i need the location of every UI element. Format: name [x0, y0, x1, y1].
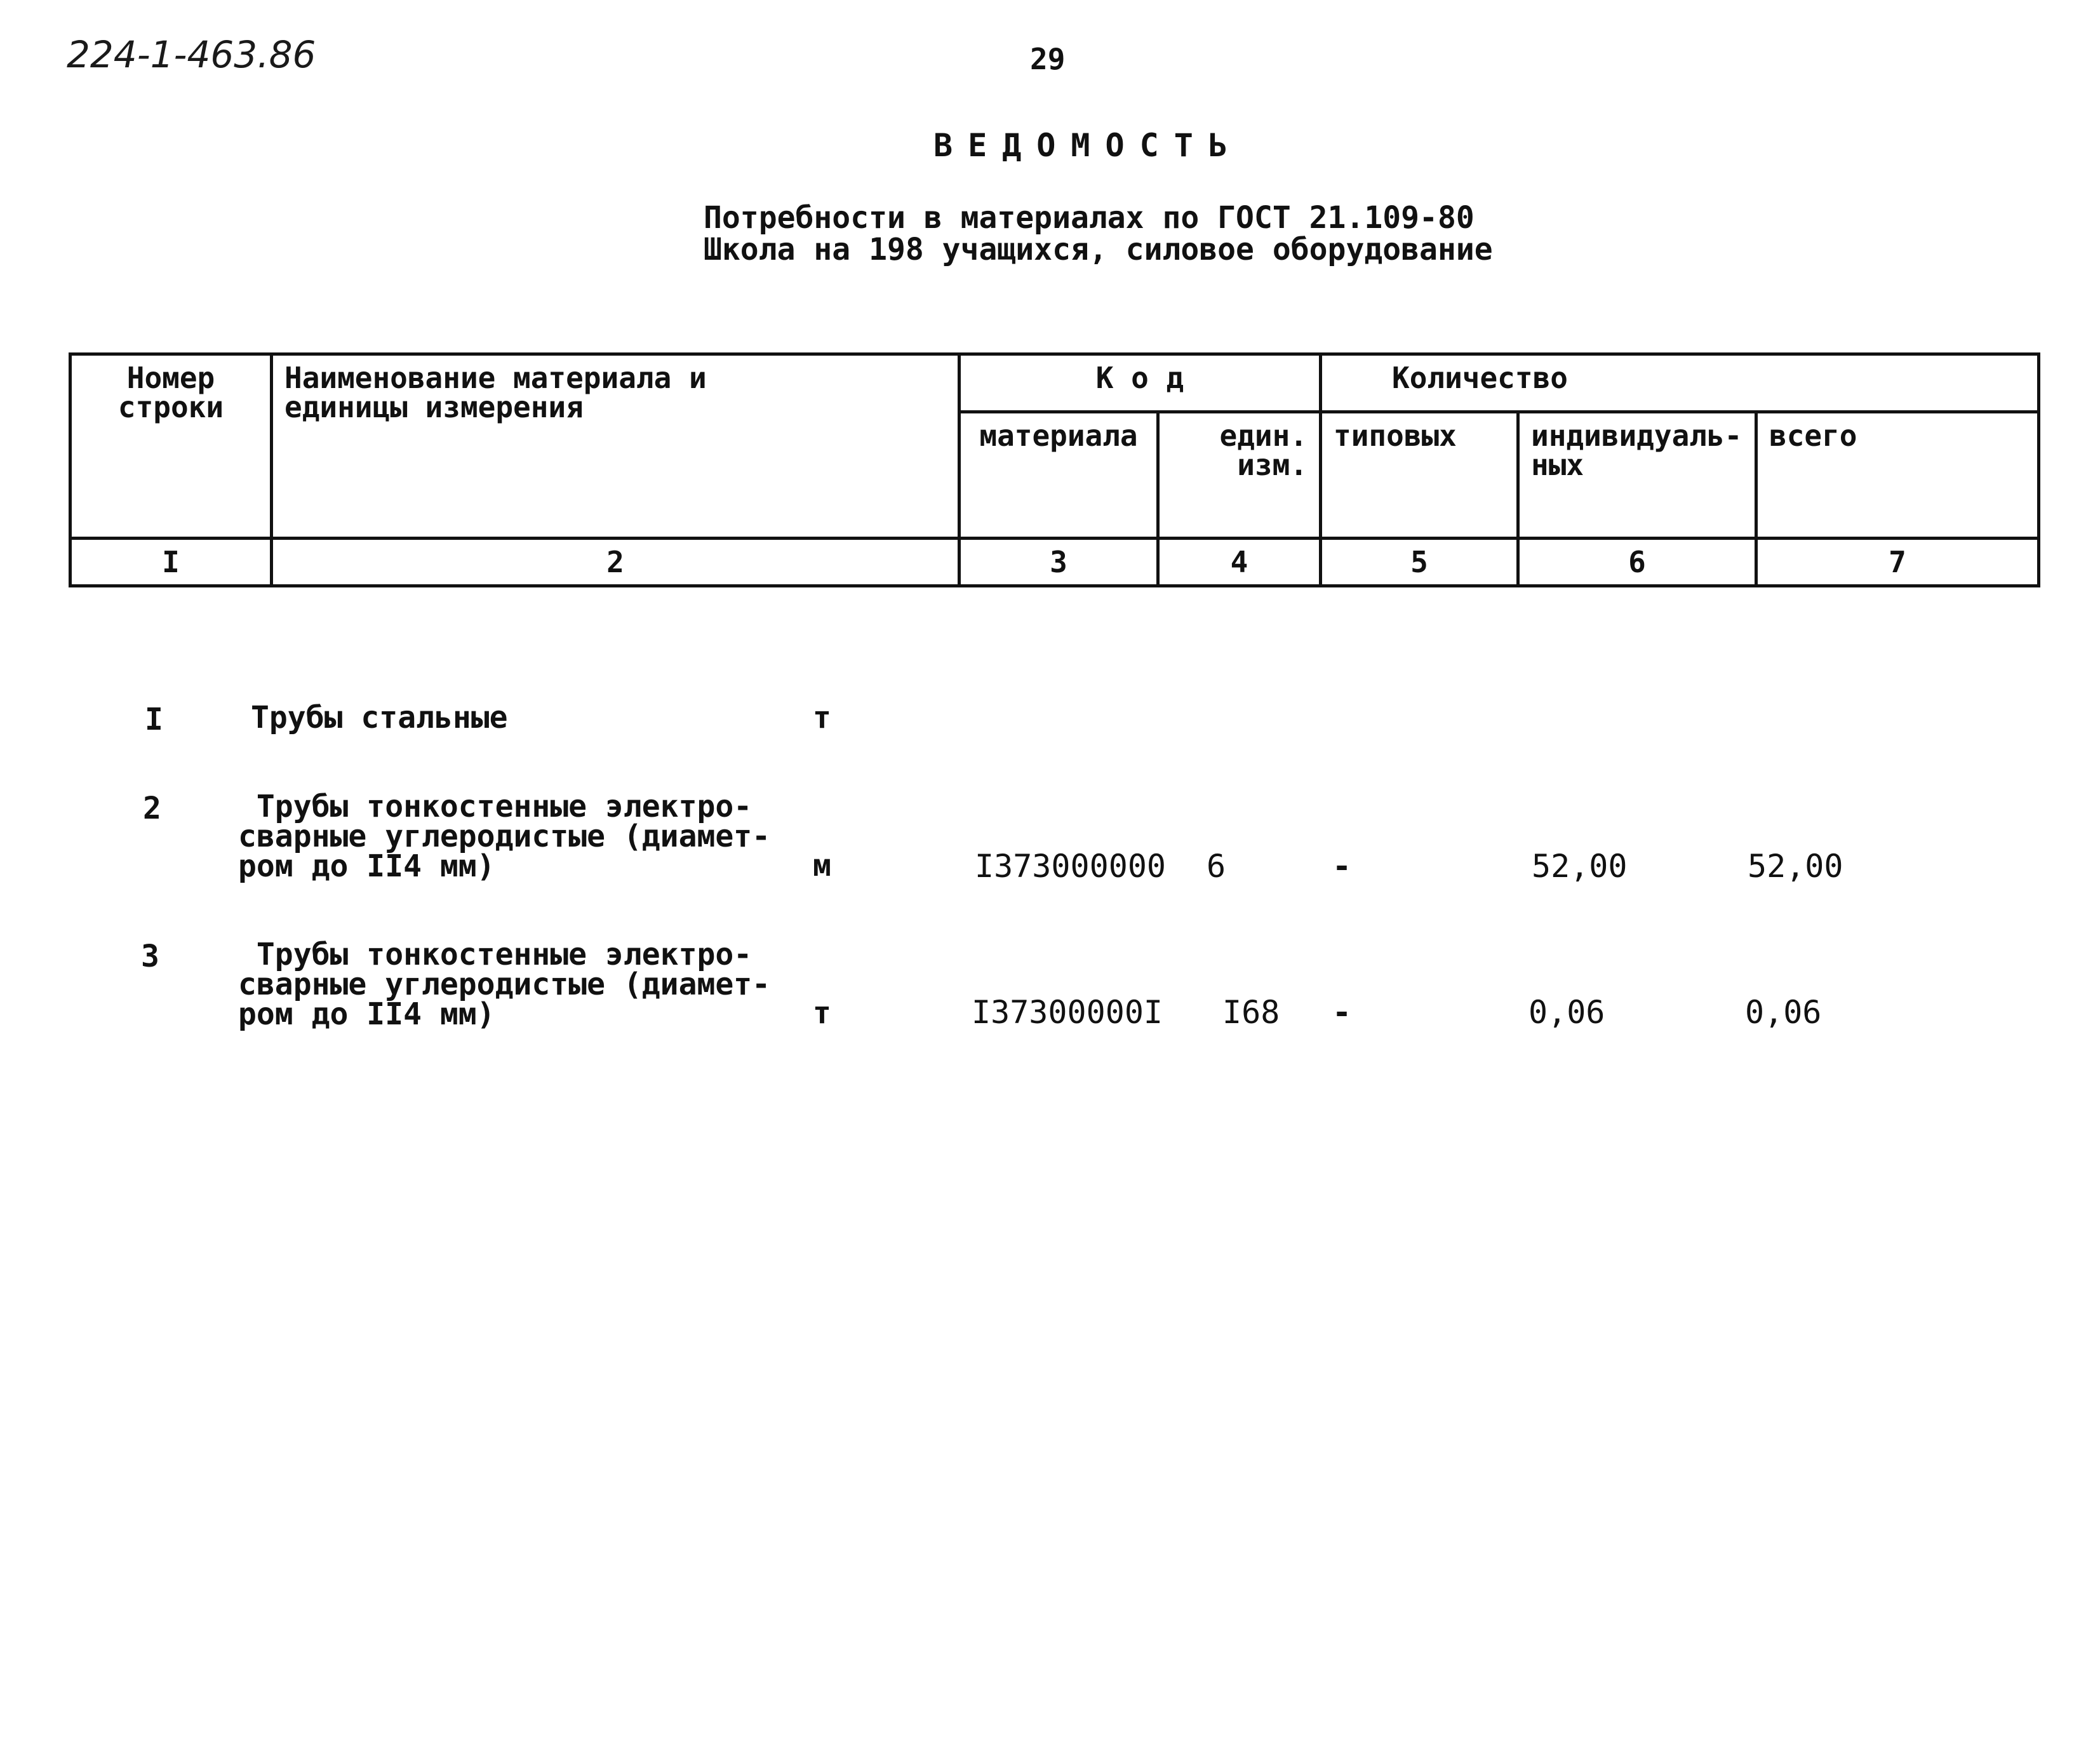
document-title: ВЕДОМОСТЬ [933, 127, 1243, 164]
col-header-typical: типовых [1321, 412, 1518, 539]
col-number-3: 3 [960, 539, 1158, 586]
header-table [69, 352, 2040, 587]
row-number: 2 [143, 791, 161, 826]
row-individual: 0,06 [1528, 994, 1605, 1031]
row-total: 0,06 [1745, 994, 1822, 1031]
row-individual: 52,00 [1532, 848, 1628, 885]
row-unit: т [813, 700, 831, 735]
col-header-material-name: Наименование материала и единицы измерения [272, 354, 960, 539]
col-header-material-code: материала [960, 412, 1158, 539]
subtitle-line-1: Потребности в материалах по ГОСТ 21.109-80 [704, 200, 1475, 236]
page-number: 29 [1030, 42, 1066, 76]
col-number-2: 2 [272, 539, 960, 586]
col-number-1: I [70, 539, 272, 586]
row-material-name: Трубы тонкостенные электро- сварные углеродистые (диамет- ром до II4 мм) [238, 789, 771, 884]
col-header-quantity: Количество [1321, 354, 2039, 412]
col-number-6: 6 [1518, 539, 1756, 586]
row-typical: - [1332, 994, 1352, 1031]
row-total: 52,00 [1748, 848, 1843, 885]
row-unit: т [813, 995, 831, 1031]
row-material-code: I37300000I [972, 994, 1163, 1031]
row-typical: - [1332, 848, 1352, 885]
col-header-individual: индивидуаль- ных [1518, 412, 1756, 539]
col-number-7: 7 [1756, 539, 2039, 586]
row-material-name: Трубы стальные [251, 700, 508, 735]
row-unit-code: 6 [1207, 848, 1226, 885]
row-number: I [145, 702, 163, 737]
col-header-unit-code: един. изм. [1158, 412, 1321, 539]
col-header-total: всего [1756, 412, 2039, 539]
col-number-4: 4 [1158, 539, 1321, 586]
row-material-code: I373000000 [975, 848, 1167, 885]
row-unit-code: I68 [1222, 994, 1280, 1031]
col-header-code: К о д [960, 354, 1321, 412]
col-header-row-number: Номер строки [70, 354, 272, 539]
row-number: 3 [141, 939, 159, 974]
row-unit: м [813, 848, 831, 883]
document-code: 224-1-463.86 [67, 33, 316, 76]
subtitle-line-2: Школа на 198 учащихся, силовое оборудование [704, 232, 1493, 267]
row-material-name: Трубы тонкостенные электро- сварные углеродистые (диамет- ром до II4 мм) [238, 937, 771, 1032]
document-subtitle [704, 202, 1493, 265]
col-number-5: 5 [1321, 539, 1518, 586]
